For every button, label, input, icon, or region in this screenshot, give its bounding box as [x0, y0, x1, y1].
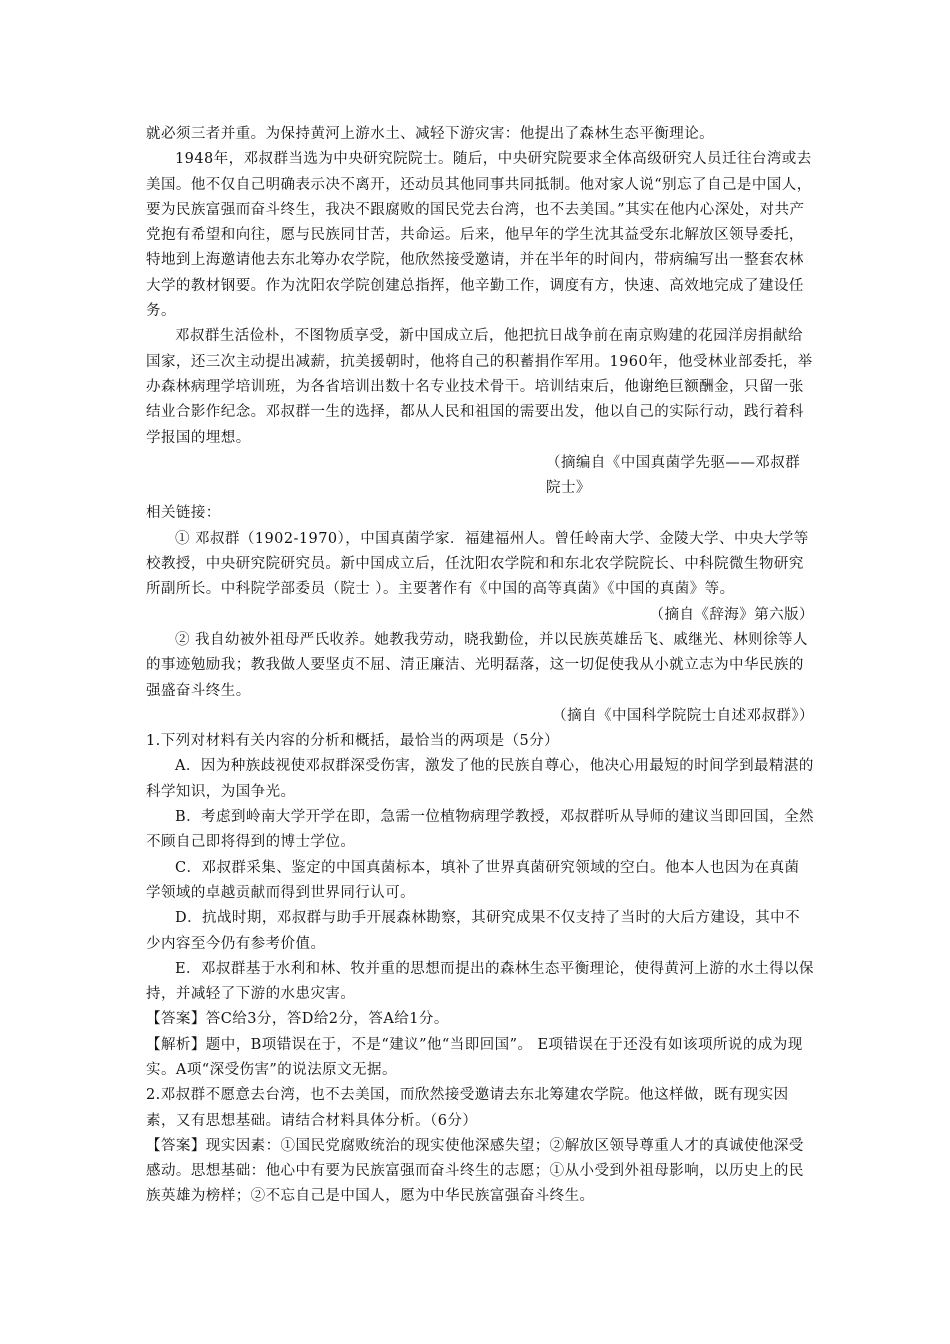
question-option: B．考虑到岭南大学开学在即，急需一位植物病理学教授，邓叔群听从导师的建议当即回国，全然不顾自己即将得到的博士学位。 — [146, 809, 815, 851]
question-option: A．因为种族歧视使邓叔群深受伤害，激发了他的民族自尊心，他决心用最短的时间学到最精湛的科学知识，为国争光。 — [146, 758, 814, 800]
link-item: ② 我自幼被外祖母严氏收养。她教我劳动，晓我勤俭，并以民族英雄岳飞、戚继光、林则徐等人的事迹勉励我；教我做人要坚贞不屈、清正廉洁、光明磊落，这一切促使我从小就立志为中华民族的强盛奋斗终生。 — [146, 631, 808, 699]
answer-text: 【答案】现实因素：①国民党腐败统治的现实使他深感失望；②解放区领导尊重人才的真诚使他深受感动。思想基础：他心中有要为民族富强而奋斗终生的志愿；①从小受到外祖母影响，以历史上的民族英雄为榜样；②不忘自己是中国人，愿为中华民族富强奋斗终生。 — [146, 1137, 804, 1205]
passage-paragraph: 邓叔群生活俭朴，不图物质享受，新中国成立后，他把抗日战争前在南京购建的花园洋房捐献给国家，还三次主动提出减薪，抗美援朝时，他将自己的积蓄捐作军用。1960年，他受林业部委托，举办森林病理学培训班，为各省培训出数十名专业技术骨干。培训结束后，他谢绝巨额酬金，只留一张结业合影作纪念。邓叔群一生的选择，都从人民和祖国的需要出发，他以自己的实际行动，践行着科学报国的埋想。 — [146, 328, 813, 446]
question-stem: 1.下列对材料有关内容的分析和概括，最恰当的两项是（5分） — [146, 733, 560, 750]
source-citation: （摘自《中国科学院院士自述邓叔群》） — [552, 707, 814, 724]
links-heading: 相关链接： — [146, 505, 221, 522]
source-citation: （摘编自《中国真菌学先驱——邓叔群院士》 — [546, 454, 801, 497]
passage-paragraph: 1948年，邓叔群当选为中央研究院院士。随后，中央研究院要求全体高级研究人员迁往台湾或去美国。他不仅自己明确表示决不离开，还动员其他同事共同抵制。他对家人说“别忘了自己是中国人，要为民族富强而奋斗终生，我决不跟腐败的国民党去台湾，也不去美国。”其实在他内心深处，对共产党抱有希望和向往，愿与民族同甘苦，共命运。后来，他早年的学生沈其益受东北解放区领导委托，特地到上海邀请他去东北筹办农学院，他欣然接受邀请，并在半年的时间内，带病编写出一整套农林大学的教材钢要。作为沈阳农学院创建总指挥，他辛勤工作，调度有方，快速、高效地完成了建设任务。 — [146, 151, 812, 320]
link-item: ① 邓叔群（1902-1970），中国真菌学家．福建福州人。曾任岭南大学、金陵大学、中央大学等校教授，中央研究院研究员。新中国成立后，任沈阳农学院和和东北农学院院长、中科院微生物研究所副所长。中科院学部委员（院士 ）。主要著作有《中国的高等真菌》《中国的真菌》等。 — [146, 530, 809, 598]
passage-paragraph: 就必须三者并重。为保持黄河上游水土、减轻下游灾害：他提出了森林生态平衡理论。 — [146, 126, 715, 142]
analysis-text: 【解析】题中，B项错误在于，不是“建议”他“当即回国”。 E项错误在于还没有如该项所说的成为现实。A项“深受伤害”的说法原文无据。 — [146, 1036, 803, 1078]
source-citation: （摘自《辞海》第六版） — [649, 606, 814, 623]
question-option: D．抗战时期，邓叔群与助手开展森林勘察，其研究成果不仅支持了当时的大后方建设，其中不少内容至今仍有参考价值。 — [146, 910, 801, 952]
answer-text: 【答案】答C给3分，答D给2分，答A给1分。 — [146, 1011, 449, 1028]
question-stem: 2.邓叔群不愿意去台湾，也不去美国，而欣然接受邀请去东北筹建农学院。他这样做，既有现实因素，又有思想基础。请结合材料具体分析。（6分） — [146, 1087, 789, 1129]
question-option: E．邓叔群基于水利和林、牧并重的思想而提出的森林生态平衡理论，使得黄河上游的水土得以保持，并减轻了下游的水患灾害。 — [146, 960, 814, 1003]
question-option: C．邓叔群采集、鉴定的中国真菌标本，填补了世界真菌研究领域的空白。他本人也因为在真菌学领域的卓越贡献而得到世界同行认可。 — [146, 859, 800, 901]
